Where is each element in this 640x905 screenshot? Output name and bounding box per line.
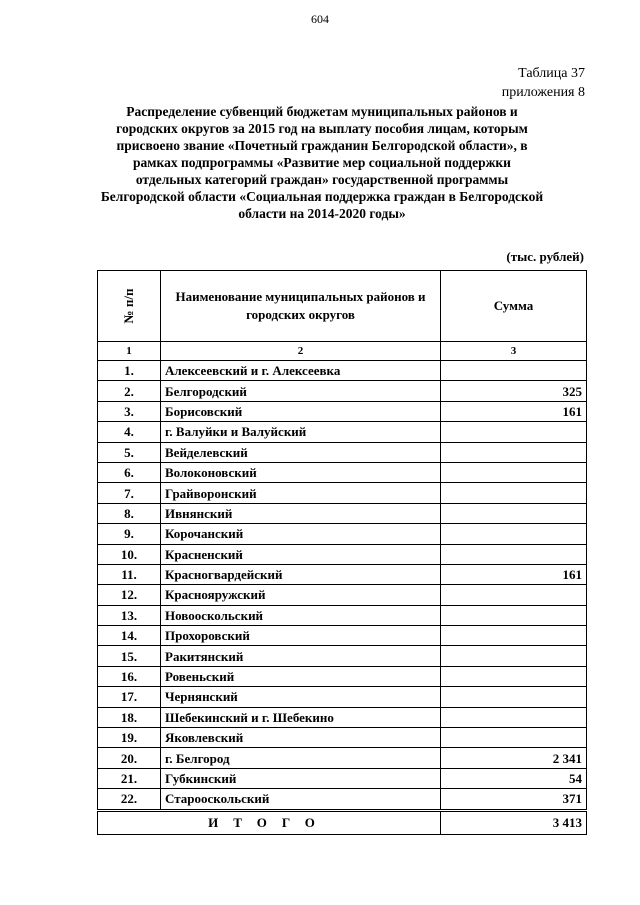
row-name: Красненский	[161, 544, 441, 564]
row-sum	[441, 707, 587, 727]
row-sum: 371	[441, 789, 587, 810]
row-number: 11.	[98, 564, 161, 584]
row-number: 22.	[98, 789, 161, 810]
row-sum	[441, 646, 587, 666]
row-number: 17.	[98, 687, 161, 707]
table-ref-line2: приложения 8	[501, 85, 585, 100]
row-name: Алексеевский и г. Алексеевка	[161, 361, 441, 381]
row-name: Старооскольский	[161, 789, 441, 810]
row-number: 3.	[98, 401, 161, 421]
table-row	[98, 626, 587, 646]
table-row	[98, 707, 587, 727]
row-sum	[441, 666, 587, 686]
row-sum: 54	[441, 768, 587, 788]
row-sum	[441, 462, 587, 482]
row-number: 10.	[98, 544, 161, 564]
row-sum	[441, 361, 587, 381]
row-sum: 161	[441, 564, 587, 584]
total-label-text: ИТОГО	[208, 815, 330, 831]
row-number: 19.	[98, 728, 161, 748]
row-name: Губкинский	[161, 768, 441, 788]
row-sum: 325	[441, 381, 587, 401]
row-number: 1.	[98, 361, 161, 381]
table-row	[98, 789, 587, 810]
row-number: 8.	[98, 503, 161, 523]
row-number: 7.	[98, 483, 161, 503]
row-number: 21.	[98, 768, 161, 788]
row-name: Вейделевский	[161, 442, 441, 462]
header-name: Наименование муниципальных районов и городских округов	[161, 271, 441, 342]
row-sum	[441, 544, 587, 564]
row-name: Борисовский	[161, 401, 441, 421]
header-num-label: № п/п	[121, 288, 136, 324]
row-sum	[441, 422, 587, 442]
row-name: Белгородский	[161, 381, 441, 401]
table-row	[98, 483, 587, 503]
row-name: Волоконовский	[161, 462, 441, 482]
table-row	[98, 605, 587, 625]
row-name: Ровеньский	[161, 666, 441, 686]
table-row	[98, 401, 587, 421]
row-number: 15.	[98, 646, 161, 666]
table-ref-line1: Таблица 37	[518, 66, 585, 81]
table-row	[98, 422, 587, 442]
row-name: Яковлевский	[161, 728, 441, 748]
row-name: Корочанский	[161, 524, 441, 544]
row-number: 5.	[98, 442, 161, 462]
row-name: Грайворонский	[161, 483, 441, 503]
table-row	[98, 462, 587, 482]
row-sum	[441, 605, 587, 625]
row-number: 9.	[98, 524, 161, 544]
column-number: 1	[98, 342, 161, 361]
row-name: Красногвардейский	[161, 564, 441, 584]
column-number: 3	[441, 342, 587, 361]
document-title: Распределение субвенций бюджетам муниципальных районов и городских округов за 2015 год на выплату пособия лицам, которым присвоено звание «Почетный гражданин Белгородской области», в рамках подпрограммы «Развитие мер социальной поддержки отдельных категорий граждан» государственной программы Белгородской области «Социальная поддержка граждан в Белгородской области на 2014-2020 годы»	[100, 104, 544, 221]
row-sum	[441, 626, 587, 646]
table-row	[98, 687, 587, 707]
table-body	[98, 361, 587, 811]
header-num	[98, 271, 161, 342]
header-sum: Сумма	[441, 271, 587, 342]
total-label	[98, 810, 441, 834]
row-number: 13.	[98, 605, 161, 625]
units-label: (тыс. рублей)	[506, 249, 584, 264]
row-name: Ивнянский	[161, 503, 441, 523]
header-row	[98, 271, 587, 342]
row-name: Чернянский	[161, 687, 441, 707]
row-sum	[441, 728, 587, 748]
row-sum: 2 341	[441, 748, 587, 768]
total-row	[98, 810, 587, 834]
row-number: 18.	[98, 707, 161, 727]
row-name: Новооскольский	[161, 605, 441, 625]
row-sum	[441, 442, 587, 462]
table-row	[98, 381, 587, 401]
row-number: 20.	[98, 748, 161, 768]
row-sum	[441, 503, 587, 523]
table-row	[98, 361, 587, 381]
column-number-row	[98, 342, 587, 361]
row-name: г. Валуйки и Валуйский	[161, 422, 441, 442]
table-row	[98, 666, 587, 686]
row-sum	[441, 687, 587, 707]
row-name: Шебекинский и г. Шебекино	[161, 707, 441, 727]
row-number: 12.	[98, 585, 161, 605]
row-sum	[441, 483, 587, 503]
table-row	[98, 503, 587, 523]
total-sum: 3 413	[441, 810, 587, 834]
page-number: 604	[311, 12, 329, 26]
table-row	[98, 564, 587, 584]
row-number: 4.	[98, 422, 161, 442]
row-name: Прохоровский	[161, 626, 441, 646]
table-row	[98, 544, 587, 564]
row-sum	[441, 585, 587, 605]
row-number: 16.	[98, 666, 161, 686]
table-row	[98, 748, 587, 768]
row-sum: 161	[441, 401, 587, 421]
row-name: Краснояружский	[161, 585, 441, 605]
column-number: 2	[161, 342, 441, 361]
table-row	[98, 585, 587, 605]
table-row	[98, 728, 587, 748]
row-number: 6.	[98, 462, 161, 482]
row-sum	[441, 524, 587, 544]
table-row	[98, 646, 587, 666]
distribution-table	[97, 270, 587, 835]
table-reference	[502, 64, 585, 102]
table-row	[98, 442, 587, 462]
row-number: 2.	[98, 381, 161, 401]
row-number: 14.	[98, 626, 161, 646]
row-name: Ракитянский	[161, 646, 441, 666]
row-name: г. Белгород	[161, 748, 441, 768]
table-row	[98, 768, 587, 788]
table-row	[98, 524, 587, 544]
